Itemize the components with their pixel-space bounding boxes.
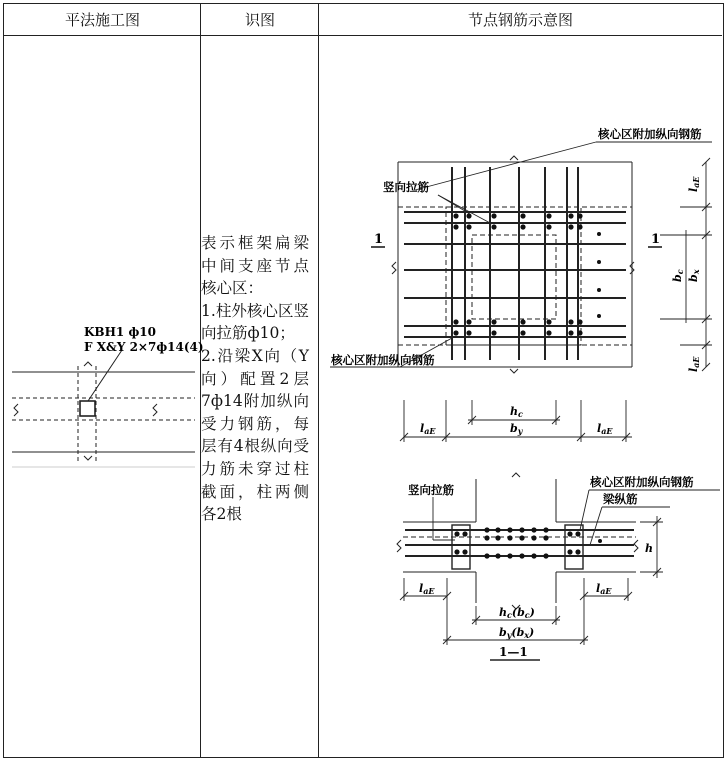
top-right-dimensions <box>660 158 712 371</box>
description-item-2: 2.沿梁X向（Y向）配置2层7ф14附加纵向受力钢筋，每层有4根纵向受力筋未穿过柱截面，柱两侧各2根 <box>201 346 309 524</box>
section-label-vertical-tie: 竖向拉筋 <box>408 483 454 497</box>
top-section-mark-right: 1 <box>651 232 661 247</box>
section-rebar-dots <box>454 527 602 558</box>
top-label-core-extra-bottom: 核心区附加纵向钢筋 <box>331 353 435 367</box>
section-dim-laE-left: laE <box>419 582 435 596</box>
dim-by: by <box>510 422 523 436</box>
dim-laE-left: laE <box>420 422 436 436</box>
plan-label-line-2: F X&Y 2×7ф14(4) <box>84 340 204 354</box>
top-label-core-extra: 核心区附加纵向钢筋 <box>598 127 702 141</box>
dim-bc: bc <box>671 269 685 282</box>
plan-break-top <box>84 362 92 366</box>
top-break-left <box>392 262 396 274</box>
section-dim-laE-right: laE <box>596 582 612 596</box>
section-dim-hc-bc: hc(bc) <box>499 606 535 620</box>
dim-laE-right-2: laE <box>597 422 613 436</box>
description-item-1: 1.柱外核心区竖向拉筋ф10； <box>201 301 309 343</box>
plan-label-line-1: KBH1 ф10 <box>84 325 156 339</box>
dim-laE-right: laE <box>687 356 701 372</box>
section-dim-h-label: h <box>645 542 653 555</box>
plan-leader-line <box>88 350 122 401</box>
plan-break-left <box>14 404 18 416</box>
section-label-beam-long: 梁纵筋 <box>603 492 638 506</box>
top-section-mark-left: 1 <box>374 232 384 247</box>
plan-drawing <box>12 350 195 467</box>
section-dim-by-bx: by(bx) <box>499 626 535 640</box>
dim-laE-top: laE <box>687 176 701 192</box>
section-bottom-dim-labels <box>419 582 612 640</box>
top-break-top <box>510 156 518 160</box>
top-vertical-bars <box>452 167 578 360</box>
top-side-ties <box>598 212 603 337</box>
top-break-right <box>630 262 634 274</box>
section-title: 1—1 <box>499 645 528 659</box>
section-label-core-extra: 核心区附加纵向钢筋 <box>590 475 694 489</box>
top-break-bottom <box>510 369 518 373</box>
dim-bx: bx <box>687 269 701 282</box>
dim-hc: hc <box>510 405 523 419</box>
plan-column-box <box>80 401 95 416</box>
header-plan-drawing: 平法施工图 <box>4 4 201 36</box>
header-reading: 识图 <box>201 4 319 36</box>
top-core-dashed <box>472 235 556 319</box>
header-node-diagram: 节点钢筋示意图 <box>319 4 722 36</box>
top-bottom-dim-labels <box>420 405 613 436</box>
top-label-vertical-tie: 竖向拉筋 <box>383 180 429 194</box>
plan-break-bottom <box>84 456 92 460</box>
description-intro: 表示框架扁梁中间支座节点核心区： <box>201 234 309 298</box>
top-column-dashed <box>446 207 581 345</box>
plan-break-right <box>153 404 157 416</box>
top-horizontal-bars <box>404 212 626 337</box>
